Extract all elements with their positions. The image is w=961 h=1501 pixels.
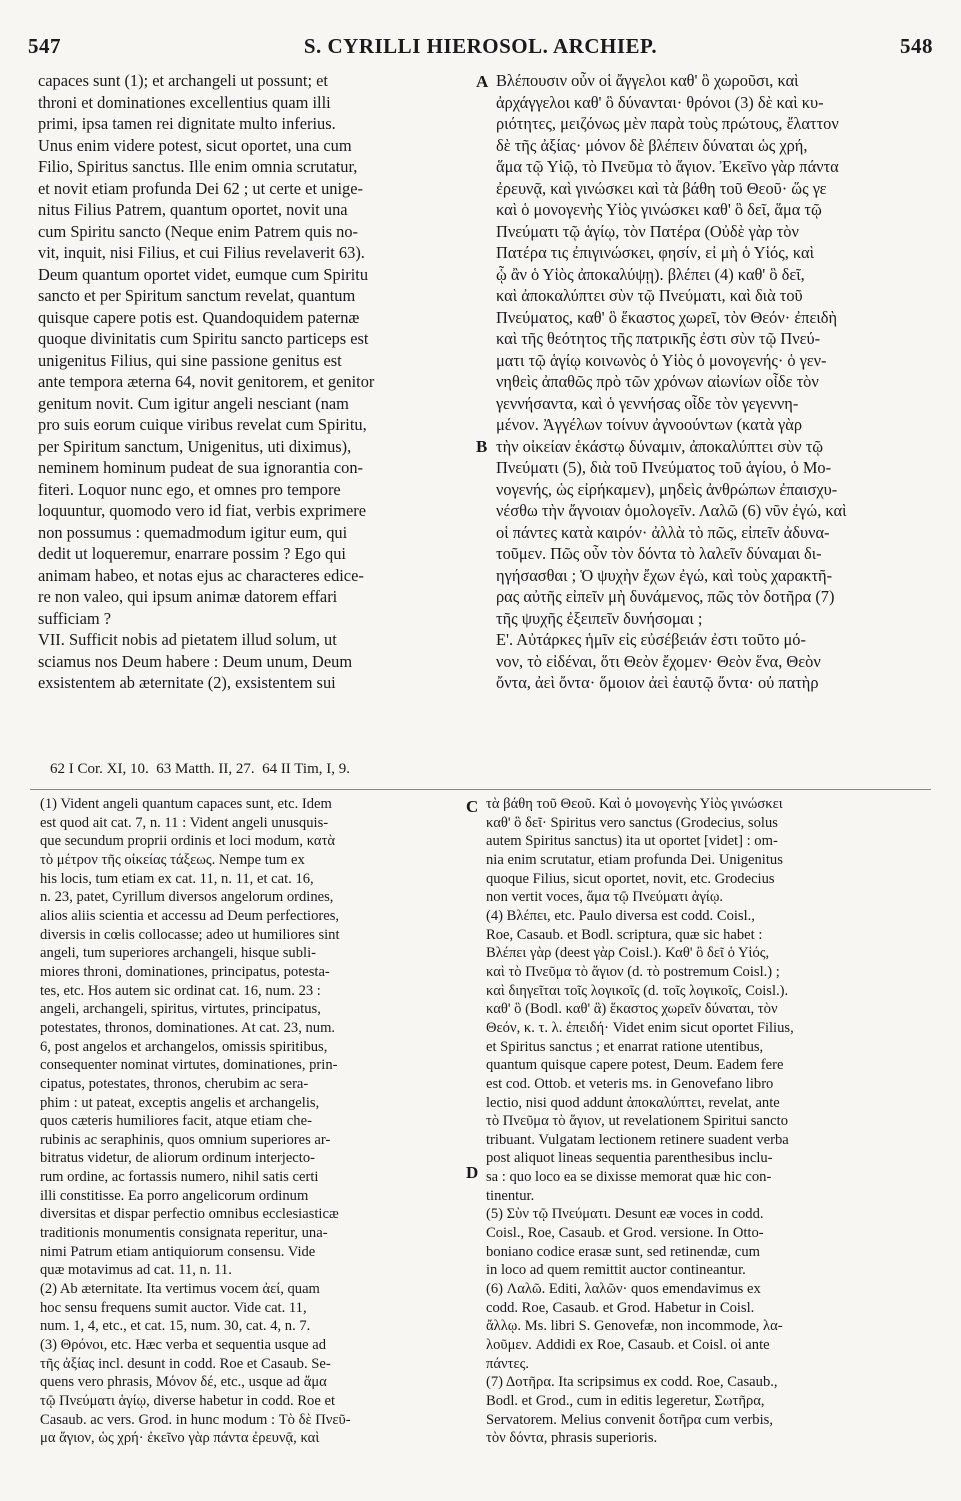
notes-right-column: τὰ βάθη τοῦ Θεοῦ. Καὶ ὁ μονογενὴς Υἱὸς γινώσκει καθ' ὃ δεῖ· Spiritus vero sanctus (Grodecius, solus autem Spiritus sanctus) ita ut oportet [videt] : om- nia enim scrutatur, etiam profunda Dei. Unigenitus quoque Filius, sicut oportet, novit, etc. Grodecius non vertit voces, ἅμα τῷ Πνεύματι ἁγίῳ. (4) Βλέπει, etc. Paulo diversa est codd. Coisl., Roe, Casaub. et Bodl. scriptura, quæ sic habet : Βλέπει γὰρ (deest γὰρ Coisl.). Καθ' ὃ δεῖ ὁ Υἱός, καὶ τὸ Πνεῦμα τὸ ἅγιον (d. τὸ postremum Coisl.) ; καὶ διηγεῖται τοῖς λογικοῖς (d. τοῖς λογικοῖς, Coisl.). καθ' ὃ (Bodl. καθ' ἃ) ἕκαστος χωρεῖν δύναται, τὸν Θεόν, κ. τ. λ. ἐπειδή· Videt enim sicut oportet Filius, et Spiritus sanctus ; et enarrat ratione utentibus, quantum quisque capere potest, Deum. Eadem fere est cod. Ottob. et veteris ms. in Genovefano libro lectio, nisi quod addunt ἀποκαλύπτει, revelat, ante τὸ Πνεῦμα τὸ ἅγιον, ut revelationem Spiritui sancto tribuant. Vulgatam lectionem retinere suadent verba post aliquot lineas sequentia parenthesibus inclu- sa : quo loco ea se dixisse memorat quæ hic con- tinentur. (5) Σὺν τῷ Πνεύματι. Desunt eæ voces in codd. Coisl., Roe, Casaub. et Grod. versione. In Otto- boniano codice erasæ sunt, sed retinendæ, cum in loco ad quem remittit auctor contineantur. (6) Λαλῶ. Editi, λαλῶν· quos emendavimus ex codd. Roe, Casaub. et Grod. Habetur in Coisl. ἄλλῳ. Ms. libri S. Genovefæ, non incommode, λα- λοῦμεν. Addidi ex Roe, Casaub. et Coisl. οἱ ante πάντες. (7) Δοτῆρα. Ita scripsimus ex codd. Roe, Casaub., Bodl. et Grod., cum in editis legeretur, Σωτῆρα, Servatorem. Melius convenit δοτῆρα cum verbis, τὸν δόντα, phrasis superioris. <box>486 796 794 1447</box>
column-marker-d: D <box>466 1163 479 1182</box>
greek-main-text: Βλέπουσιν οὖν οἱ ἄγγελοι καθ' ὃ χωροῦσι, καὶ ἀρχάγγελοι καθ' ὃ δύνανται· θρόνοι (3) δὲ καὶ κυ- ριότητες, μειζόνως μὲν παρὰ τοὺς πρώτους, ἔλαττον δὲ τῆς ἀξίας· μόνον δὲ βλέπειν δύναται ὡς χρή, ἅμα τῷ Υἱῷ, τὸ Πνεῦμα τὸ ἅγιον. Ἐκεῖνο γὰρ πάντα ἐρευνᾷ, καὶ γινώσκει καὶ τὰ βάθη τοῦ Θεοῦ· ὥς γε καὶ ὁ μονογενὴς Υἱὸς γινώσκει καθ' ὃ δεῖ, ἅμα τῷ Πνεύματι τῷ ἁγίῳ, τὸν Πατέρα (Οὐδὲ γὰρ τὸν Πατέρα τις ἐπιγινώσκει, φησίν, εἰ μὴ ὁ Υἱός, καὶ ᾧ ἂν ὁ Υἱὸς ἀποκαλύψῃ). βλέπει (4) καθ' ὃ δεῖ, καὶ ἀποκαλύπτει σὺν τῷ Πνεύματι, καὶ διὰ τοῦ Πνεύματος, καθ' ὃ ἕκαστος χωρεῖ, τὸν Θεόν· ἐπειδὴ καὶ τῆς θεότητος τῆς πατρικῆς ἐστι σὺν τῷ Πνεύ- ματι τῷ ἁγίῳ κοινωνὸς ὁ Υἱὸς ὁ μονογενής· ὁ γεν- νηθεὶς ἀπαθῶς πρὸ τῶν χρόνων αἰωνίων οἶδε τὸν γεννήσαντα, καὶ ὁ γεννήσας οἶδε τὸν γεγεννη- μένον. Ἀγγέλων τοίνυν ἀγνοούντων (κατὰ γὰρ τὴν οἰκείαν ἑκάστῳ δύναμιν, ἀποκαλύπτει σὺν τῷ Πνεύματι (5), διὰ τοῦ Πνεύματος τοῦ ἁγίου, ὁ Μο- νογενής, ὡς εἰρήκαμεν), μηδεὶς ἀνθρώπων ἐπαισχυ- νέσθω τὴν ἄγνοιαν ὁμολογεῖν. Λαλῶ (6) νῦν ἐγώ, καὶ οἱ πάντες κατὰ καιρόν· ἀλλὰ τὸ πῶς, εἰπεῖν ἀδυνα- τοῦμεν. Πῶς οὖν τὸν δόντα τὸ λαλεῖν δύναμαι δι- ηγήσασθαι ; Ὁ ψυχὴν ἔχων ἐγώ, καὶ τοὺς χαρακτῆ- ρας αὐτῆς εἰπεῖν μὴ δυνάμενος, πῶς τὸν δοτῆρα (7) τῆς ψυχῆς ἐξειπεῖν δυνήσομαι ; Ε'. Αὐτάρκες ἡμῖν εἰς εὐσέβειάν ἐστι τοῦτο μό- νον, τὸ εἰδέναι, ὅτι Θεὸν ἔχομεν· Θεὸν ἕνα, Θεὸν ὄντα, ἀεὶ ὄντα· ὅμοιον ἀεὶ ἑαυτῷ ὄντα· οὐ πατὴρ <box>496 71 847 692</box>
footnote-references: 62 I Cor. XI, 10. 63 Matth. II, 27. 64 II Tim, I, 9. <box>50 761 350 777</box>
latin-main-text: capaces sunt (1); et archangeli ut possunt; et throni et dominationes excellentius quam illi primi, ipsa tamen rei dignitate multo inferius. Unus enim videre potest, sicut oportet, una cum Filio, Spiritus sanctus. Ille enim omnia scrutatur, et novit etiam profunda Dei 62 ; ut certe et unige- nitus Filius Patrem, quantum oportet, novit una cum Spiritu sancto (Neque enim Patrem quis no- vit, inquit, nisi Filius, et cui Filius revelaverit 63). Deum quantum oportet videt, eumque cum Spiritu sancto et per Spiritum sanctum revelat, quantum quisque capere potis est. Quandoquidem paternæ quoque divinitatis cum Spiritu sancto particeps est unigenitus Filius, qui sine passione genitus est ante tempora æterna 64, novit genitorem, et genitor genitum novit. Cum igitur angeli nesciant (nam pro suis eorum cuique viribus revelat cum Spiritu, per Spiritum sanctum, Unigenitus, uti diximus), neminem hominum pudeat de sua ignorantia con- fiteri. Loquor nunc ego, et omnes pro tempore loquuntur, quomodo vero id fiat, verbis exprimere non possumus : quemadmodum igitur eum, qui dedit ut loqueremur, enarrare possim ? Ego qui animam habeo, et notas ejus ac characteres edice- re non valeo, qui ipsum animæ datorem effari sufficiam ? VII. Sufficit nobis ad pietatem illud solum, ut sciamus nos Deum habere : Deum unum, Deum exsistentem ab æternitate (2), exsistentem sui <box>38 71 375 692</box>
notes-left-column: (1) Vident angeli quantum capaces sunt, etc. Idem est quod ait cat. 7, n. 11 : Vident angeli unusquis- que secundum proprii ordinis et loci modum, κατὰ τὸ μέτρον τῆς οἰκείας τάξεως. Nempe tum ex his locis, tum etiam ex cat. 11, n. 11, et cat. 16, n. 23, patet, Cyrillum diversos angelorum ordines, alios aliis scientia et accessu ad Deum perfectiores, diversis in cœlis collocasse; adeo ut humiliores sint angeli, tum superiores archangeli, hisque subli- miores throni, dominationes, principatus, potesta- tes, etc. Hos autem sic ordinat cat. 16, num. 23 : angeli, archangeli, spiritus, virtutes, principatus, potestates, thronos, dominationes. At cat. 23, num. 6, post angelos et archangelos, omissis spiritibus, consequenter nominat virtutes, dominationes, prin- cipatus, potestates, thronos, cherubim ac sera- phim : ut pateat, exceptis angelis et archangelis, quos cæteris humiliores facit, atque etiam che- rubinis ac seraphinis, quos omnium superiores ar- bitratus videtur, de aliorum ordinum interjecto- rum ordine, ac fortassis numero, nihil satis certi illi constitisse. Ea porro angelicorum ordinum diversitas et dispar perfectio omnibus ecclesiasticæ traditionis monumentis consignata reperitur, una- nimi Patrum etiam antiquiorum consensu. Vide quæ motavimus ad cat. 11, n. 11. (2) Ab æternitate. Ita vertimus vocem ἀεί, quam hoc sensu frequens sumit auctor. Vide cat. 11, num. 1, 4, etc., et cat. 15, num. 30, cat. 4, n. 7. (3) Θρόνοι, etc. Hæc verba et sequentia usque ad τῆς ἀξίας incl. desunt in codd. Roe et Casaub. Se- quens vero phrasis, Μόνον δέ, etc., usque ad ἅμα τῷ Πνεύματι ἁγίῳ, diverse habetur in codd. Roe et Casaub. ac vers. Grod. in hunc modum : Τὸ δὲ Πνεῦ- μα ἅγιον, ὡς χρή· ἐκεῖνο γὰρ πάντα ἐρευνᾷ, καὶ <box>40 796 351 1447</box>
page-number-left: 547 <box>28 34 61 58</box>
column-marker-a: A <box>476 72 489 91</box>
column-marker-c: C <box>466 797 479 816</box>
column-marker-b: B <box>476 437 488 456</box>
page-header <box>28 34 933 62</box>
page-number-right: 548 <box>900 34 933 58</box>
running-title: S. CYRILLI HIEROSOL. ARCHIEP. <box>303 34 658 58</box>
notes-divider <box>30 789 931 790</box>
